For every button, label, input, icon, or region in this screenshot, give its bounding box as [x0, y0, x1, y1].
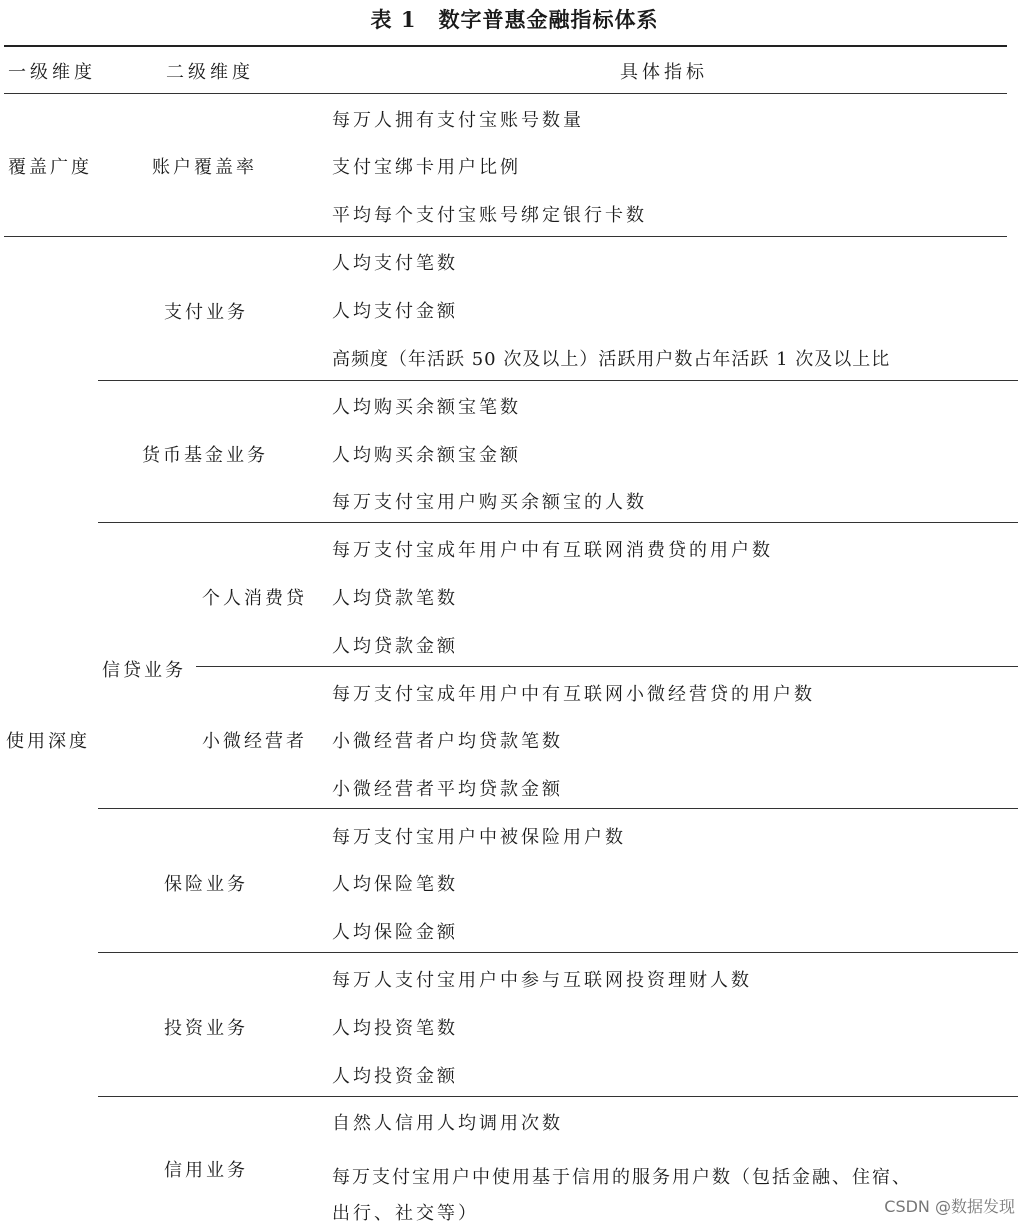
indicator-item: 高频度（年活跃 50 次及以上）活跃用户数占年活跃 1 次及以上比: [332, 349, 891, 370]
indicator-item: 每万支付宝用户购买余额宝的人数: [332, 492, 647, 513]
subdimension-account: 账户覆盖率: [152, 157, 257, 178]
indicator-item: 人均支付笔数: [332, 253, 458, 274]
indicator-item: 每万支付宝用户中使用基于信用的服务用户数（包括金融、住宿、: [332, 1167, 912, 1188]
insurance-divider: [98, 952, 1018, 953]
indicator-item: 人均贷款金额: [332, 636, 458, 657]
header-level2: 二级维度: [166, 62, 254, 83]
top-rule: [4, 45, 1007, 47]
subdimension-micro-business: 小微经营者: [202, 731, 307, 752]
indicator-item: 每万人支付宝用户中参与互联网投资理财人数: [332, 970, 752, 991]
header-level1: 一级维度: [8, 62, 96, 83]
subdimension-credit: 信贷业务: [102, 660, 186, 681]
indicator-item: 人均购买余额宝金额: [332, 445, 521, 466]
table-title: 表 1 数字普惠金融指标体系: [370, 7, 659, 32]
indicator-item: 小微经营者户均贷款笔数: [332, 731, 563, 752]
subdimension-investment: 投资业务: [164, 1018, 248, 1039]
credit-sub-divider: [196, 666, 1018, 667]
indicator-item: 人均支付金额: [332, 301, 458, 322]
indicator-item: 小微经营者平均贷款金额: [332, 779, 563, 800]
indicator-item: 每万支付宝成年用户中有互联网小微经营贷的用户数: [332, 684, 815, 705]
indicator-item: 人均保险金额: [332, 922, 458, 943]
indicator-item: 每万支付宝成年用户中有互联网消费贷的用户数: [332, 540, 773, 561]
coverage-divider: [4, 236, 1007, 237]
dimension-coverage: 覆盖广度: [8, 157, 92, 178]
indicator-item: 支付宝绑卡用户比例: [332, 157, 521, 178]
header-rule: [4, 93, 1007, 94]
credit-divider: [98, 808, 1018, 809]
indicator-item: 自然人信用人均调用次数: [332, 1113, 563, 1134]
subdimension-insurance: 保险业务: [164, 874, 248, 895]
indicator-item: 人均保险笔数: [332, 874, 458, 895]
indicator-item: 人均投资笔数: [332, 1018, 458, 1039]
indicator-item: 人均投资金额: [332, 1066, 458, 1087]
subdimension-money-fund: 货币基金业务: [142, 445, 268, 466]
watermark: CSDN @数据发现: [884, 1197, 1015, 1216]
indicator-item: 每万人拥有支付宝账号数量: [332, 110, 584, 131]
indicator-item: 出行、社交等）: [332, 1203, 479, 1224]
subdimension-payment: 支付业务: [164, 302, 248, 323]
indicator-item: 每万支付宝用户中被保险用户数: [332, 827, 626, 848]
payment-divider: [98, 380, 1018, 381]
indicator-item: 人均购买余额宝笔数: [332, 397, 521, 418]
indicator-item: 人均贷款笔数: [332, 588, 458, 609]
dimension-usage: 使用深度: [6, 731, 90, 752]
header-indicator: 具体指标: [620, 62, 708, 83]
indicator-item: 平均每个支付宝账号绑定银行卡数: [332, 205, 647, 226]
investment-divider: [98, 1096, 1018, 1097]
fund-divider: [98, 522, 1018, 523]
subdimension-consumer-loan: 个人消费贷: [202, 588, 307, 609]
subdimension-credit-service: 信用业务: [164, 1160, 248, 1181]
